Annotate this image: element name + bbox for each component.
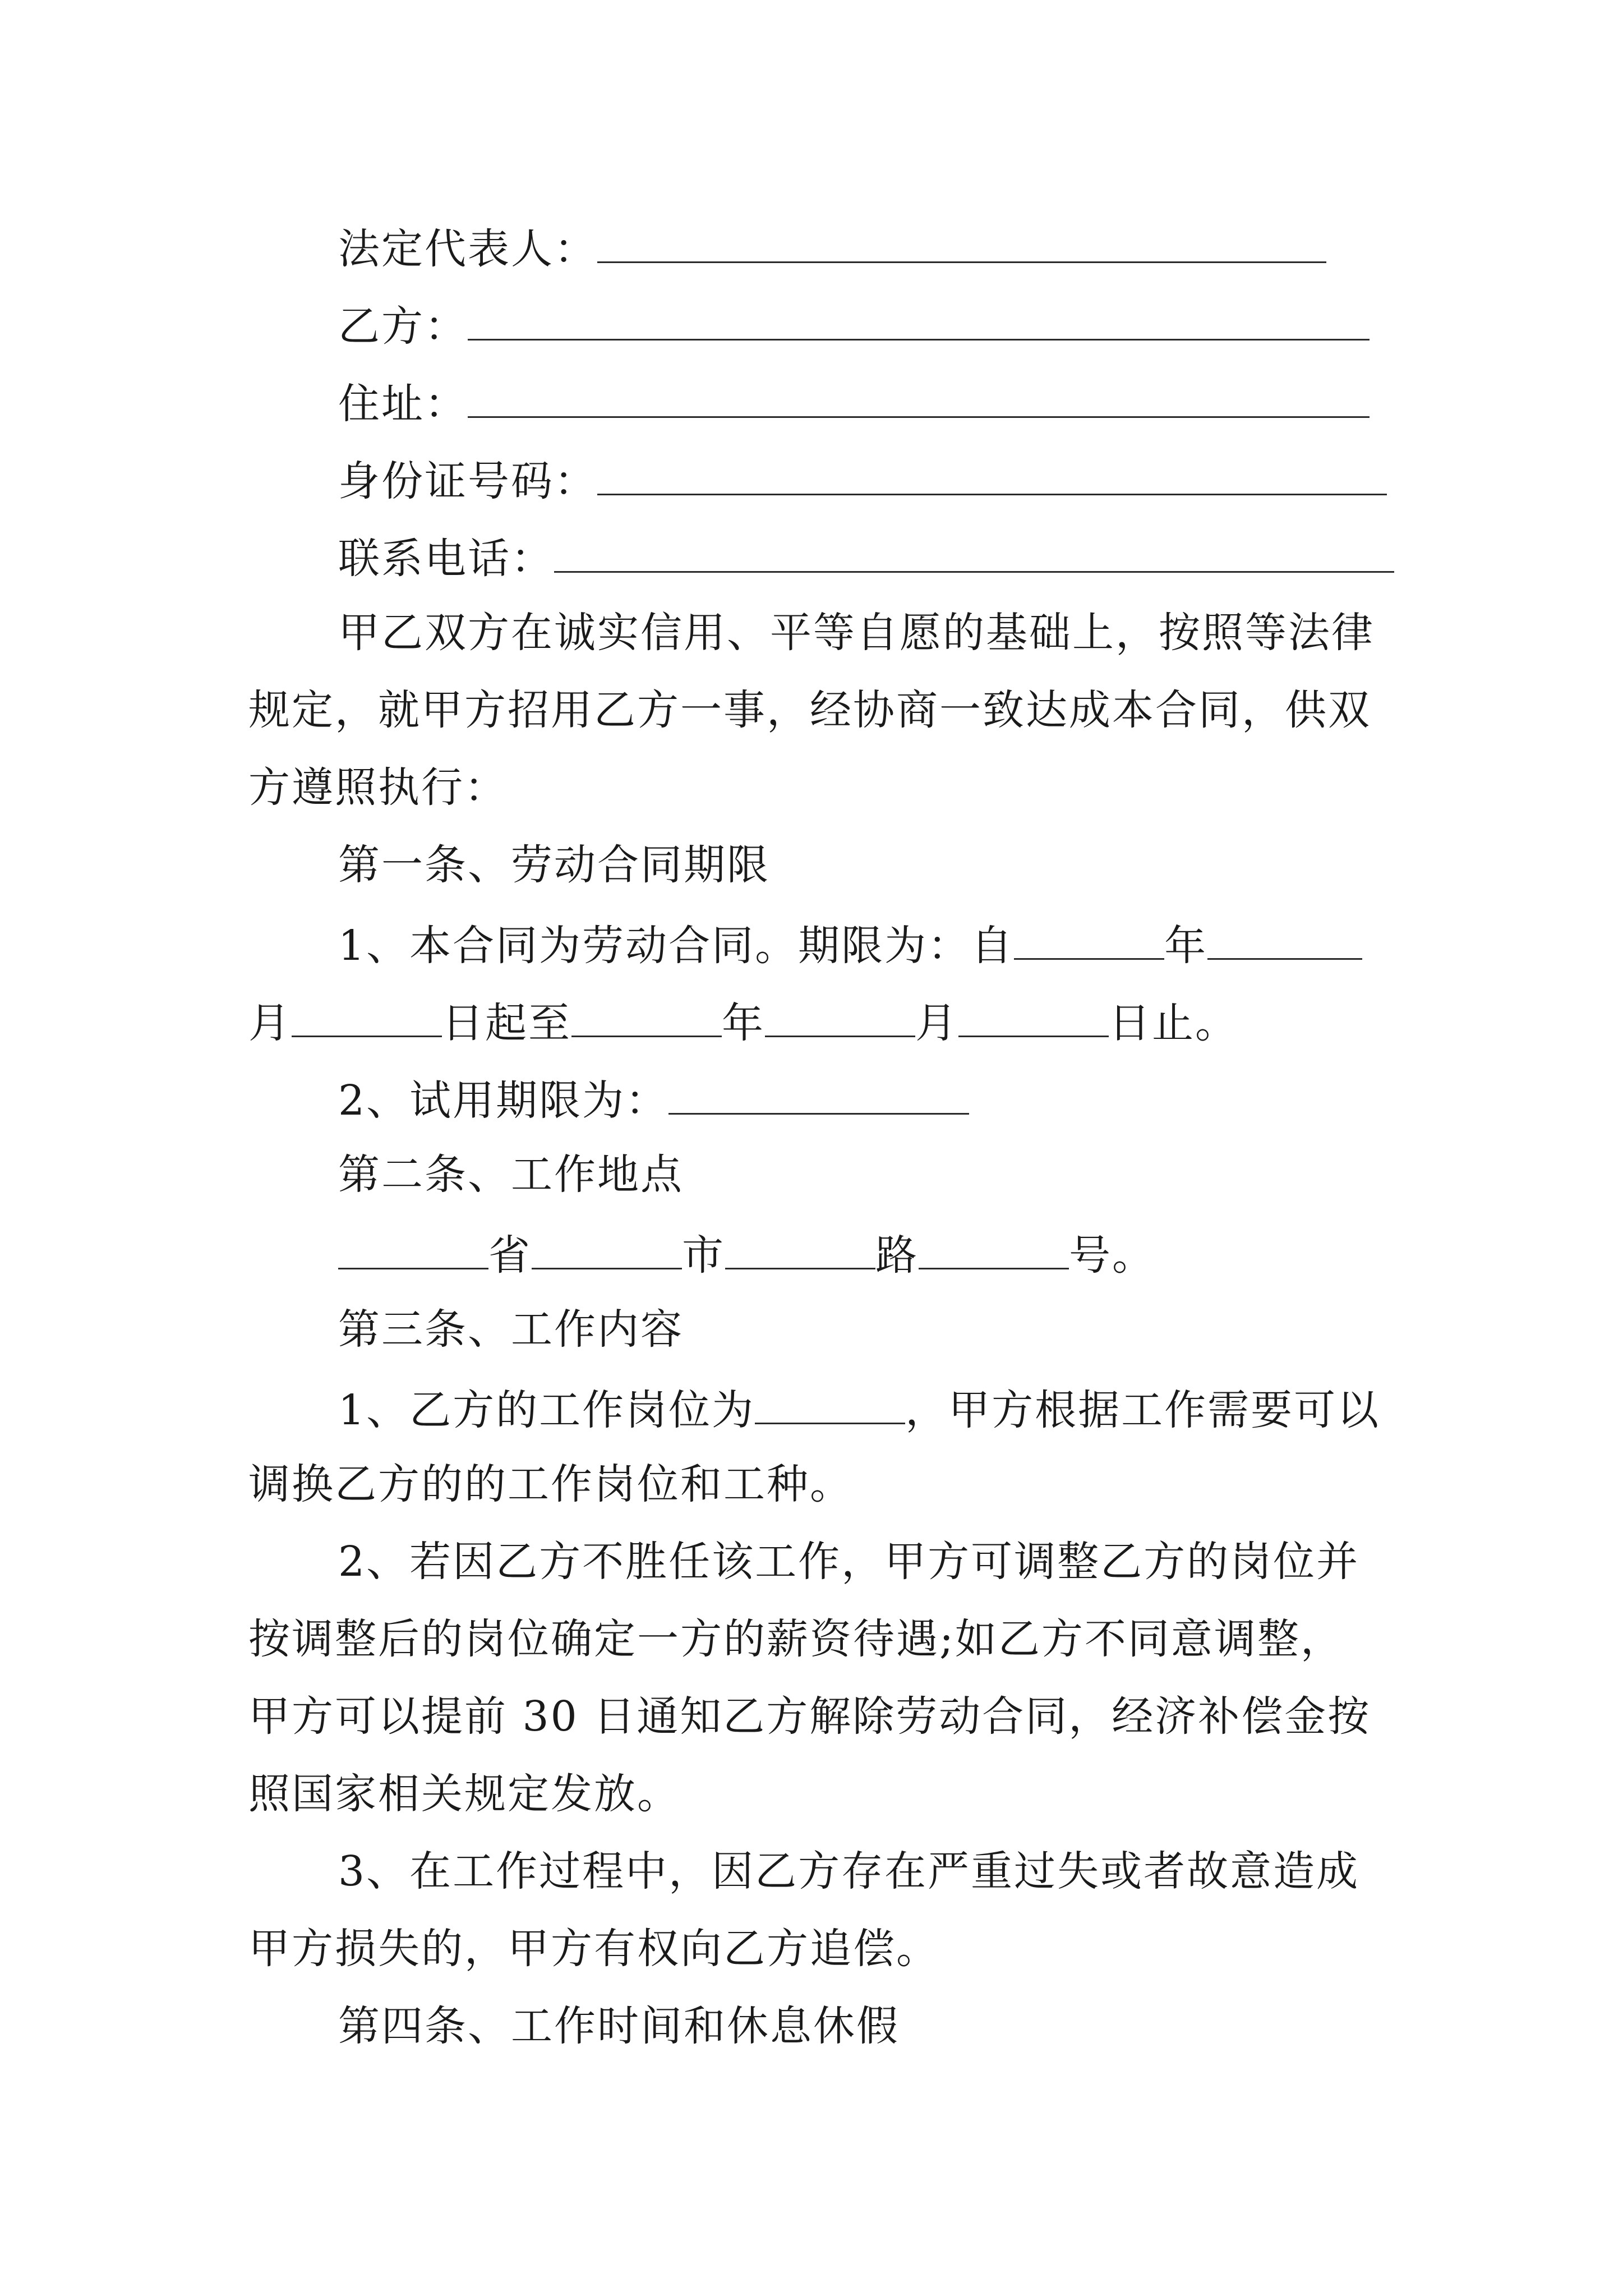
article-2-title: 第二条、工作地点 (338, 1151, 684, 1199)
phone-line (338, 527, 1394, 587)
art3-p3-line-1 (338, 1843, 1359, 1899)
party-b-line (338, 295, 1370, 355)
id-number-line (338, 450, 1387, 509)
article-4-heading (338, 1998, 900, 2054)
p3-text-2: 甲方损失的，甲方有权向乙方追偿。 (248, 1925, 939, 1973)
position-label: 1、乙方的工作岗位为 (338, 1386, 755, 1434)
address-blank[interactable] (468, 372, 1370, 418)
p2-text-4: 照国家相关规定发放。 (248, 1770, 680, 1818)
start-day-blank[interactable] (292, 992, 442, 1037)
art2-address-line (338, 1224, 1155, 1283)
art1-trial-line (338, 1069, 969, 1129)
legal-rep-line (338, 218, 1326, 277)
art3-p1-line-2 (248, 1456, 853, 1512)
intro-text-2: 规定，就甲方招用乙方一事，经协商一致达成本合同，供双 (248, 686, 1371, 734)
trial-label: 2、试用期限为： (338, 1076, 669, 1125)
art3-p2-line-2 (248, 1611, 1344, 1667)
article-3-title: 第三条、工作内容 (338, 1305, 684, 1354)
p2-text-2: 按调整后的岗位确定一方的薪资待遇;如乙方不同意调整， (248, 1615, 1344, 1663)
art3-p2-line-1 (338, 1534, 1359, 1590)
province-label: 省 (488, 1231, 532, 1280)
start-month-blank[interactable] (1207, 914, 1362, 960)
legal-rep-label: 法定代表人： (338, 225, 597, 273)
party-b-blank[interactable] (468, 295, 1370, 341)
p2-text-3: 甲方可以提前 30 日通知乙方解除劳动合同，经济补偿金按 (248, 1692, 1371, 1741)
art3-p3-line-2 (248, 1921, 939, 1977)
end-day-blank[interactable] (958, 992, 1109, 1037)
trial-blank[interactable] (668, 1069, 969, 1115)
end-label: 日止。 (1109, 999, 1238, 1047)
article-2-heading (338, 1147, 684, 1203)
number-label: 号。 (1069, 1231, 1155, 1280)
id-number-blank[interactable] (597, 450, 1387, 495)
address-label: 住址： (338, 380, 468, 428)
party-b-label: 乙方： (338, 302, 468, 351)
year-label: 年 (1164, 922, 1208, 970)
month-label-2: 月 (915, 999, 958, 1047)
from-label: 日起至 (442, 999, 571, 1047)
intro-text-3: 方遵照执行： (248, 763, 508, 812)
position-text: ，甲方根据工作需要可以 (905, 1386, 1381, 1434)
phone-blank[interactable] (554, 527, 1394, 573)
road-blank[interactable] (725, 1224, 875, 1269)
phone-label: 联系电话： (338, 535, 554, 583)
start-year-blank[interactable] (1014, 914, 1164, 960)
id-number-label: 身份证号码： (338, 457, 597, 505)
term-text: 1、本合同为劳动合同。期限为：自 (338, 922, 1015, 970)
legal-rep-blank[interactable] (597, 218, 1326, 263)
position-blank[interactable] (755, 1379, 905, 1424)
art3-p2-line-3 (248, 1688, 1371, 1745)
p3-text-1: 3、在工作过程中，因乙方存在严重过失或者故意造成 (338, 1847, 1360, 1895)
address-line (338, 372, 1370, 432)
province-blank[interactable] (338, 1224, 488, 1269)
intro-line-3 (248, 760, 508, 816)
intro-line-2 (248, 682, 1371, 738)
article-4-title: 第四条、工作时间和休息休假 (338, 2002, 900, 2050)
art1-term-line-1 (338, 914, 1362, 974)
end-month-blank[interactable] (765, 992, 915, 1037)
number-blank[interactable] (919, 1224, 1069, 1269)
art1-term-line-2 (248, 992, 1238, 1051)
article-3-heading (338, 1301, 684, 1358)
article-1-title: 第一条、劳动合同期限 (338, 841, 770, 889)
end-year-blank[interactable] (571, 992, 722, 1037)
intro-text-1: 甲乙双方在诚实信用、平等自愿的基础上，按照等法律 (338, 609, 1375, 657)
art3-p2-line-4 (248, 1766, 680, 1822)
intro-line-1 (338, 605, 1375, 661)
year-label-2: 年 (722, 999, 765, 1047)
article-1-heading (338, 837, 770, 893)
road-label: 路 (875, 1231, 919, 1280)
p2-text-1: 2、若因乙方不胜任该工作，甲方可调整乙方的岗位并 (338, 1538, 1360, 1586)
art3-p1-line-1 (338, 1379, 1380, 1438)
position-text-2: 调换乙方的的工作岗位和工种。 (248, 1460, 853, 1508)
city-blank[interactable] (532, 1224, 682, 1269)
month-label: 月 (248, 999, 292, 1047)
city-label: 市 (682, 1231, 725, 1280)
